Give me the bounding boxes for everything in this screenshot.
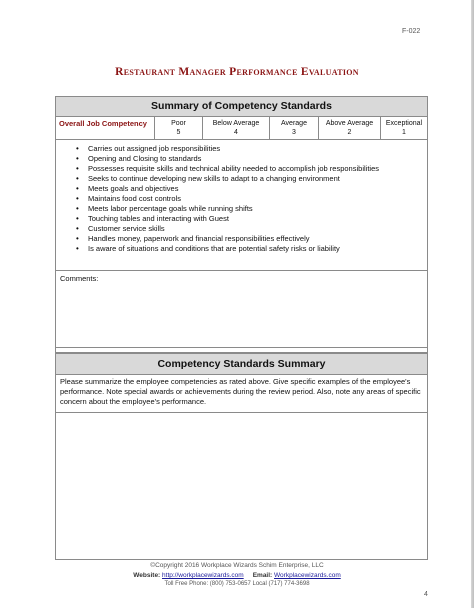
rating-label: Poor <box>171 120 186 127</box>
document-title: Restaurant Manager Performance Evaluation <box>115 66 359 78</box>
rating-value: 4 <box>234 129 238 136</box>
list-item: • Is aware of situations and conditions that are potential safety risks or liability <box>88 244 427 254</box>
rating-value: 3 <box>292 129 296 136</box>
list-item: • Meets labor percentage goals while running shifts <box>88 204 427 214</box>
website-label: Website: <box>133 572 161 579</box>
rating-row <box>56 117 427 140</box>
page-number: 4 <box>424 591 428 598</box>
standards-summary-section <box>55 348 428 560</box>
rating-option-poor[interactable] <box>155 117 203 139</box>
website-link[interactable]: http://workplacewizards.com <box>162 572 244 579</box>
footer-phone: Toll Free Phone: (800) 753-0657 Local (717) 774-3698 <box>164 581 310 587</box>
summary-response-field[interactable] <box>56 413 427 553</box>
list-item: • Opening and Closing to standards <box>88 154 427 164</box>
comments-label: Comments: <box>60 274 99 283</box>
section-header: Summary of Competency Standards <box>56 97 427 117</box>
summary-instructions-block <box>56 375 427 413</box>
rating-label: Average <box>281 120 307 127</box>
competency-list <box>56 140 427 253</box>
rating-value: 2 <box>347 129 352 136</box>
overall-competency-label: Overall Job Competency <box>56 117 155 139</box>
footer-copyright: ©Copyright 2016 Workplace Wizards Schim Enterprise, LLC <box>150 562 324 569</box>
email-label: Email: <box>252 572 273 579</box>
list-item: • Maintains food cost controls <box>88 194 427 204</box>
competency-standards-section <box>55 96 428 271</box>
list-item: • Carries out assigned job responsibilities <box>88 144 427 154</box>
form-code: F-022 <box>402 28 421 35</box>
rating-value: 5 <box>176 129 181 136</box>
summary-instructions: Please summarize the employee competencies as rated above. Give specific examples of the employee's performance. Note special awards or achievements during the review period. Also, note any areas of specific concern about the employee's performance. <box>60 377 421 406</box>
list-item: • Possesses requisite skills and technical ability needed to accomplish job responsibilities <box>88 164 427 174</box>
list-item: • Handles money, paperwork and financial responsibilities effectively <box>88 234 427 244</box>
rating-label: Above Average <box>325 120 374 127</box>
rating-label: Below Average <box>212 120 260 127</box>
rating-label: Exceptional <box>385 120 423 127</box>
list-item: • Touching tables and interacting with Guest <box>88 214 427 224</box>
list-item: • Meets goals and objectives <box>88 184 427 194</box>
section-header: Competency Standards Summary <box>56 353 427 375</box>
rating-option-above-average[interactable] <box>319 117 381 139</box>
rating-option-below-average[interactable] <box>203 117 270 139</box>
footer-contact <box>0 572 474 579</box>
list-item: • Seeks to continue developing new skills to adapt to a changing environment <box>88 174 427 184</box>
rating-option-average[interactable] <box>270 117 319 139</box>
email-link[interactable]: Workplacewizards.com <box>274 572 341 579</box>
comments-field[interactable] <box>55 271 428 348</box>
rating-value: 1 <box>402 129 406 136</box>
list-item: • Customer service skills <box>88 224 427 234</box>
rating-option-exceptional[interactable] <box>381 117 427 139</box>
